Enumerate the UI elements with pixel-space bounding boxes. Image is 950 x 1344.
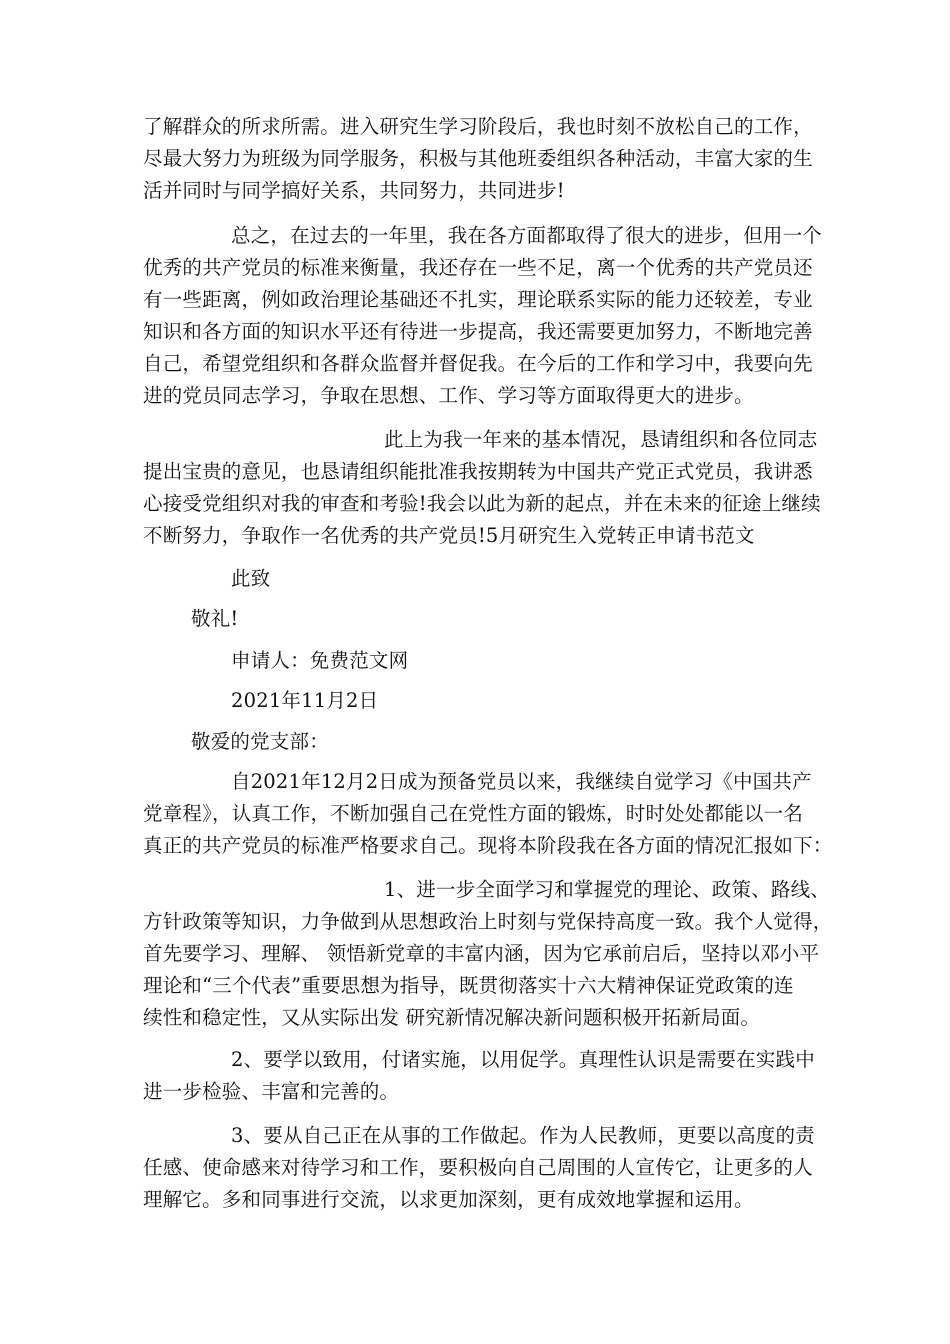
paragraph-line: 真正的共产党员的标准严格要求自己。现将本阶段我在各方面的情况汇报如下： <box>143 834 833 857</box>
applicant-signature: 申请人：免费范文网 <box>231 649 409 672</box>
paragraph-line: 进一步检验、丰富和完善的。 <box>143 1080 400 1103</box>
paragraph-line: 优秀的共产党员的标准来衡量，我还存在一些不足，离一个优秀的共产党员还 <box>143 256 813 279</box>
paragraph-line: 1、进一步全面学习和掌握党的理论、政策、路线、 <box>384 878 831 901</box>
paragraph-line: 自己，希望党组织和各群众监督并督促我。在今后的工作和学习中，我要向先 <box>143 352 813 375</box>
paragraph-line: 任感、使命感来对待学习和工作，要积极向自己周围的人宣传它，让更多的人 <box>143 1156 813 1179</box>
paragraph-line: 提出宝贵的意见，也恳请组织能批准我按期转为中国共产党正式党员，我讲悉 <box>143 460 813 483</box>
closing-greeting: 敬礼! <box>191 607 239 630</box>
date-line: 2021年11月2日 <box>231 689 379 712</box>
paragraph-line: 了解群众的所求所需。进入研究生学习阶段后，我也时刻不放松自己的工作， <box>143 115 813 138</box>
paragraph-line: 3、要从自己正在从事的工作做起。作为人民教师，更要以高度的责 <box>231 1124 815 1147</box>
letter-addressee: 敬爱的党支部： <box>191 730 329 753</box>
paragraph-line: 进的党员同志学习，争取在思想、工作、学习等方面取得更大的进步。 <box>143 384 754 407</box>
paragraph-line: 有一些距离，例如政治理论基础还不扎实，理论联系实际的能力还较差，专业 <box>143 288 813 311</box>
paragraph-line: 此上为我一年来的基本情况，恳请组织和各位同志 <box>384 428 818 451</box>
paragraph-line: 方针政策等知识，力争做到从思想政治上时刻与党保持高度一致。我个人觉得， <box>143 910 833 933</box>
paragraph-line: 理论和“三个代表”重要思想为指导，既贯彻落实十六大精神保证党政策的连 <box>143 974 794 997</box>
paragraph-line: 理解它。多和同事进行交流，以求更加深刻，更有成效地掌握和运用。 <box>143 1188 754 1211</box>
paragraph-line: 续性和稳定性，又从实际出发 研究新情况解决新问题积极开拓新局面。 <box>143 1006 761 1029</box>
paragraph-line: 首先要学习、理解、 领悟新党章的丰富内涵，因为它承前启后，坚持以邓小平 <box>143 942 820 965</box>
paragraph-line: 自2021年12月2日成为预备党员以来，我继续自觉学习《中国共产 <box>231 770 812 793</box>
paragraph-line: 心接受党组织对我的审查和考验!我会以此为新的起点，并在未来的征途上继续 <box>143 492 821 515</box>
paragraph-line: 党章程》，认真工作，不断加强自己在党性方面的锻炼，时时处处都能以一名 <box>143 802 804 825</box>
paragraph-line: 尽最大努力为班级为同学服务，积极与其他班委组织各种活动，丰富大家的生 <box>143 147 813 170</box>
closing-salutation: 此致 <box>231 567 271 590</box>
paragraph-line: 不断努力，争取作一名优秀的共产党员!5月研究生入党转正申请书范文 <box>143 524 755 547</box>
paragraph-line: 2、要学以致用，付诸实施，以用促学。真理性认识是需要在实践中 <box>231 1048 815 1071</box>
paragraph-line: 活并同时与同学搞好关系，共同努力，共同进步! <box>143 179 565 202</box>
paragraph-line: 知识和各方面的知识水平还有待进一步提高，我还需要更加努力，不断地完善 <box>143 320 813 343</box>
paragraph-line: 总之，在过去的一年里，我在各方面都取得了很大的进步，但用一个 <box>231 224 823 247</box>
